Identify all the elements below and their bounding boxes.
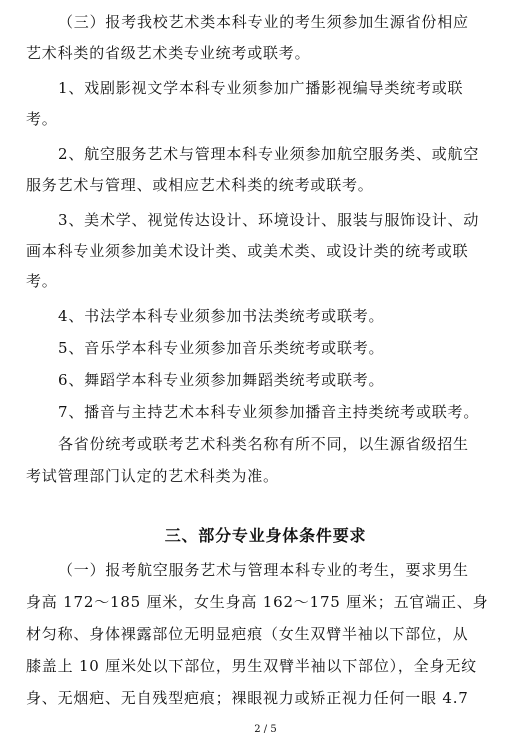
section-line: （一）报考航空服务艺术与管理本科专业的考生，要求男生	[58, 561, 469, 579]
section-heading: 三、部分专业身体条件要求	[164, 526, 367, 545]
body-line: 5、音乐学本科专业须参加音乐类统考或联考。	[58, 339, 385, 357]
body-line: 3、美术学、视觉传达设计、环境设计、服装与服饰设计、动	[58, 211, 480, 229]
body-line: 服务艺术与管理、或相应艺术科类的统考或联考。	[26, 176, 374, 194]
section-line: 身、无烟疤、无自残型疤痕；裸眼视力或矫正视力任何一眼 4.7	[26, 689, 469, 707]
body-line: 2、航空服务艺术与管理本科专业须参加航空服务类、或航空	[58, 145, 480, 163]
body-line: 艺术科类的省级艺术类专业统考或联考。	[26, 44, 311, 62]
body-line: 考试管理部门认定的艺术科类为准。	[26, 467, 279, 485]
body-line: 考。	[26, 272, 58, 290]
section-line: 材匀称、身体裸露部位无明显疤痕（女生双臂半袖以下部位，从	[26, 625, 469, 643]
section-line: 身高 172～185 厘米，女生身高 162～175 厘米；五官端正、身	[26, 593, 489, 611]
body-line: 各省份统考或联考艺术科类名称有所不同，以生源省级招生	[58, 435, 469, 453]
section-line: 膝盖上 10 厘米处以下部位，男生双臂半袖以下部位），全身无纹	[26, 657, 477, 675]
body-line: 7、播音与主持艺术本科专业须参加播音主持类统考或联考。	[58, 403, 480, 421]
body-line: 考。	[26, 110, 58, 128]
page-number: 2 / 5	[254, 724, 277, 735]
body-line: 画本科专业须参加美术设计类、或美术类、或设计类的统考或联	[26, 242, 469, 260]
body-line: （三）报考我校艺术类本科专业的考生须参加生源省份相应	[58, 13, 469, 31]
body-line: 1、戏剧影视文学本科专业须参加广播影视编导类统考或联	[58, 79, 464, 97]
body-line: 4、书法学本科专业须参加书法类统考或联考。	[58, 307, 385, 325]
body-line: 6、舞蹈学本科专业须参加舞蹈类统考或联考。	[58, 371, 385, 389]
